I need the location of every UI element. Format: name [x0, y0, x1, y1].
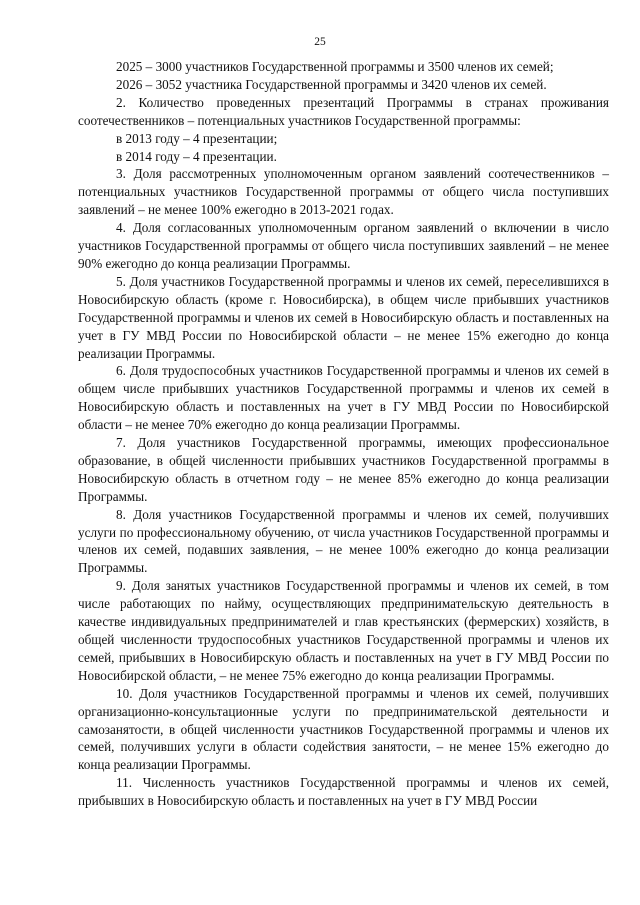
paragraph-plan-2025: 2025 – 3000 участников Государственной программы и 3500 членов их семей; — [116, 59, 554, 74]
page-number: 25 — [314, 36, 326, 48]
paragraph-item-3: 3. Доля рассмотренных уполномоченным органом заявлений соотечественников – потенциальных участников Государственной программы от общего числа поступивших заявлений – не менее 100% ежегодно в 2013-2021 годах. — [78, 166, 609, 218]
document-body — [78, 58, 609, 810]
paragraph-item-9: 9. Доля занятых участников Государственной программы и членов их семей, в том числе работающих по найму, осуществляющих предпринимательскую деятельность в качестве индивидуальных предпринимателей и глав крестьянских (фермерских) хозяйств, в общей численности трудоспособных участников Государственной программы и членов их семей, прибывших в Новосибирскую область и поставленных на учет в ГУ МВД России по Новосибирской области, – не менее 75% ежегодно до конца реализации Программы. — [78, 578, 609, 683]
paragraph-item-8: 8. Доля участников Государственной программы и членов их семей, получивших услуги по профессиональному обучению, от числа участников Государственной программы и членов их семей, подавших заявления, – не менее 100% ежегодно до конца реализации Программы. — [78, 506, 609, 576]
paragraph-item-2-year-2014: в 2014 году – 4 презентации. — [116, 148, 277, 164]
paragraph-item-2-year-2013: в 2013 году – 4 презентации; — [116, 130, 278, 146]
paragraph-item-4: 4. Доля согласованных уполномоченным органом заявлений о включении в число участников Государственной программы от общего числа поступивших заявлений – не менее 90% ежегодно до конца реализации Программы. — [78, 220, 609, 271]
paragraph-item-6: 6. Доля трудоспособных участников Государственной программы и членов их семей в общем числе прибывших участников Государственной программы и членов их семей в Новосибирскую область и поставленных на учет в ГУ МВД России по Новосибирской области – не менее 70% ежегодно до конца реализации Программы. — [78, 363, 609, 433]
paragraph-item-2: 2. Количество проведенных презентаций Программы в странах проживания соотечественников – потенциальных участников Государственной программы: — [78, 94, 609, 128]
paragraph-item-7: 7. Доля участников Государственной программы, имеющих профессиональное образование, в общей численности прибывших участников Государственной программы в Новосибирскую область в отчетном году – не менее 85% ежегодно до конца реализации Программы. — [78, 435, 609, 504]
paragraph-item-5: 5. Доля участников Государственной программы и членов их семей, переселившихся в Новосибирскую область (кроме г. Новосибирска), в общем числе прибывших участников Государственной программы и членов их семей в Новосибирскую область и поставленных на учет в ГУ МВД России по Новосибирской области – не менее 15% ежегодно до конца реализации Программы. — [78, 273, 609, 361]
paragraph-item-11: 11. Численность участников Государственной программы и членов их семей, прибывших в Новосибирскую область и поставленных на учет в ГУ МВД России — [78, 775, 609, 809]
paragraph-plan-2026: 2026 – 3052 участника Государственной программы и 3420 членов их семей. — [116, 76, 547, 92]
paragraph-item-10: 10. Доля участников Государственной программы и членов их семей, получивших организационно-консультационные услуги по предпринимательской деятельности и самозанятости, в общей численности участников Государственной программы и членов их семей, получивших услуги в области содействия занятости, – не менее 15% ежегодно до конца реализации Программы. — [78, 685, 609, 773]
